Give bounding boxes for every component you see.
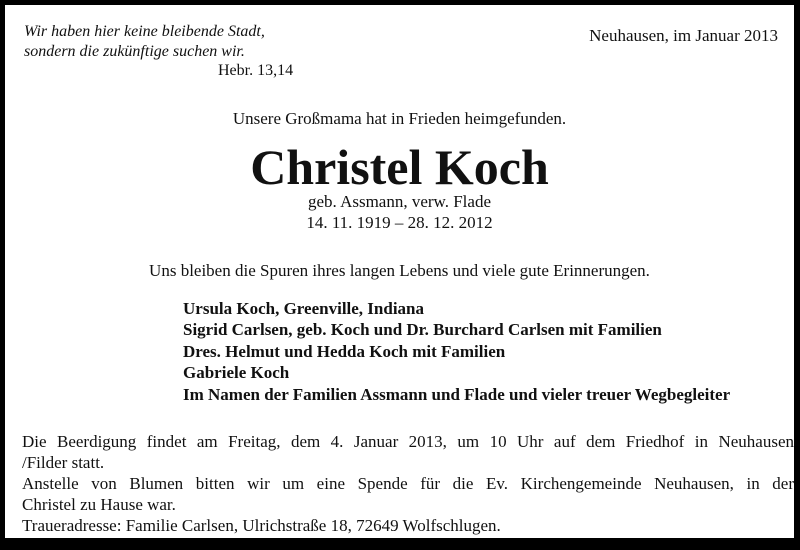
mourning-address: Traueradresse: Familie Carlsen, Ulrichstraße 18, 72649 Wolfschlugen. [22, 516, 501, 535]
verse-reference: Hebr. 13,14 [218, 62, 294, 79]
mourner: Ursula Koch, Greenville, Indiana [183, 299, 425, 318]
verse-line-2: sondern die zukünftige suchen wir. [24, 43, 245, 60]
funeral-info: Die Beerdigung findet am Freitag, dem 4. Januar 2013, um 10 Uhr auf dem Friedhof in Neuhausen [22, 432, 794, 451]
mourner: Im Namen der Familien Assmann und Flade und vieler treuer Wegbegleiter [183, 385, 731, 404]
deceased-name: Christel Koch [250, 139, 549, 195]
funeral-info-cont: /Filder statt. [22, 453, 105, 472]
place-date: Neuhausen, im Januar 2013 [589, 26, 778, 45]
intro-text: Unsere Großmama hat in Frieden heimgefunden. [232, 109, 567, 128]
donation-info: Anstelle von Blumen bitten wir um eine Spende für die Ev. Kirchengemeinde Neuhausen, in der [22, 474, 794, 493]
mourner: Dres. Helmut und Hedda Koch mit Familien [183, 342, 506, 361]
life-dates: 14. 11. 1919 – 28. 12. 2012 [306, 213, 493, 232]
birth-names: geb. Assmann, verw. Flade [307, 192, 492, 211]
mourner: Gabriele Koch [183, 363, 290, 382]
donation-info-cont: Christel zu Hause war. [22, 495, 176, 514]
mourner: Sigrid Carlsen, geb. Koch und Dr. Burchard Carlsen mit Familien [183, 320, 662, 339]
verse-line-1: Wir haben hier keine bleibende Stadt, [24, 23, 265, 40]
memory-text: Uns bleiben die Spuren ihres langen Lebens und viele gute Erinnerungen. [149, 261, 650, 280]
obituary-notice [5, 5, 794, 538]
